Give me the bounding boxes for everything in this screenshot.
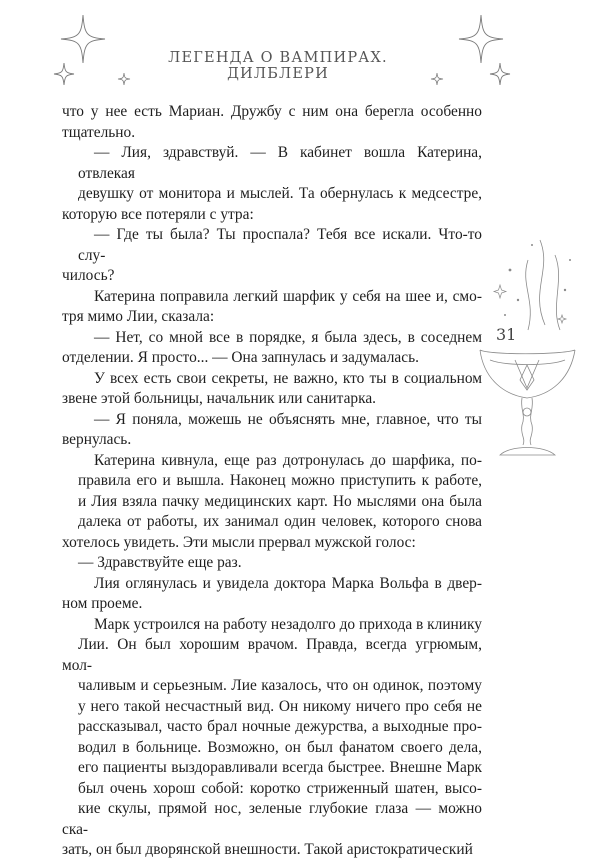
- running-header-title: ЛЕГЕНДА О ВАМПИРАХ. ДИЛБЛЕРИ: [168, 50, 388, 82]
- text-line: Катерина кивнула, еще раз дотронулась до шарфика, по-: [94, 451, 482, 469]
- text-line: рассказывал, часто брал ночные дежурства, а выходные про-: [78, 718, 482, 735]
- paragraph: [62, 574, 482, 615]
- text-line: чилось?: [62, 267, 115, 284]
- paragraph: [62, 369, 482, 410]
- text-line: далека от работы, их занимал один человек, которого снова: [78, 513, 482, 530]
- sparkle-star-icon-left-small: [52, 62, 76, 86]
- sparkle-star-icon-right-large: [456, 14, 506, 64]
- text-line: правила его и вышла. Наконец можно приступить к работе,: [78, 472, 482, 489]
- paragraph: [62, 553, 482, 574]
- body-text: [62, 102, 482, 861]
- text-line: тщательно.: [62, 123, 136, 141]
- page-number: 31: [496, 325, 517, 344]
- text-line: звене этой больницы, начальник или санитарка.: [62, 390, 377, 407]
- text-line: Катерина поправила легкий шарфик у себя на шее и, смо-: [94, 287, 482, 305]
- text-line: Лии. Он был хорошим врачом. Правда, всегда угрюмым, мол-: [62, 636, 482, 674]
- text-line: отделении. Я просто... — Она запнулась и задумалась.: [62, 349, 419, 366]
- text-line: девушку от монитора и мыслей. Та обернулась к медсестре,: [78, 185, 482, 202]
- sparkle-star-icon-right-small: [488, 62, 512, 86]
- text-line: что у нее есть Мариан. Дружбу с ним она берегла особенно: [62, 103, 482, 120]
- text-line: и Лия взяла пачку медицинских карт. Но мыслями она была: [78, 492, 482, 510]
- paragraph: [62, 287, 482, 328]
- sparkle-star-icon-left-large: [58, 14, 108, 64]
- text-line: — Я поняла, можешь не объяснять мне, главное, что ты: [94, 410, 482, 428]
- paragraph: [62, 225, 482, 287]
- text-line: — Где ты была? Ты проспала? Тебя все искали. Что-то слу-: [78, 226, 482, 264]
- text-line: которую все потеряли с утра:: [62, 205, 254, 223]
- text-line: тря мимо Лии, сказала:: [62, 308, 215, 325]
- text-line: У всех есть свои секреты, не важно, кто ты в социальном: [94, 369, 482, 387]
- text-line: зать, он был дворянской внешности. Такой аристократический: [62, 841, 473, 858]
- text-line: — Лия, здравствуй. — В кабинет вошла Катерина, отвлекая: [78, 144, 482, 182]
- goblet-ornament-icon: [470, 230, 585, 460]
- text-line: чаливым и серьезным. Лие казалось, что он одинок, поэтому: [78, 677, 482, 694]
- text-line: его пациенты выздоравливали всегда быстрее. Внешне Марк: [78, 759, 482, 776]
- text-line: Лия оглянулась и увидела доктора Марка Вольфа в двер-: [94, 574, 482, 592]
- text-line: Марк устроился на работу незадолго до прихода в клинику: [94, 615, 482, 633]
- text-line: у него такой несчастный вид. Он никому ничего про себя не: [78, 697, 482, 715]
- paragraph: [62, 143, 482, 225]
- paragraph: [62, 102, 482, 143]
- text-line: был очень хорош собой: коротко стриженный шатен, высо-: [78, 779, 482, 797]
- text-line: водил в больнице. Возможно, он был фанатом своего дела,: [78, 738, 482, 756]
- paragraph: [62, 451, 482, 554]
- paragraph: [62, 615, 482, 861]
- text-line: кие скулы, прямой нос, зеленые глубокие глаза — можно ска-: [62, 800, 482, 838]
- paragraph: [62, 410, 482, 451]
- text-line: — Здравствуйте еще раз.: [78, 554, 242, 571]
- text-line: ном проеме.: [62, 595, 143, 612]
- text-line: вернулась.: [62, 431, 132, 448]
- paragraph: [62, 328, 482, 369]
- text-line: хотелось увидеть. Эти мысли прервал мужской голос:: [62, 533, 416, 551]
- text-line: — Нет, со мной все в порядке, я была здесь, в соседнем: [94, 328, 482, 346]
